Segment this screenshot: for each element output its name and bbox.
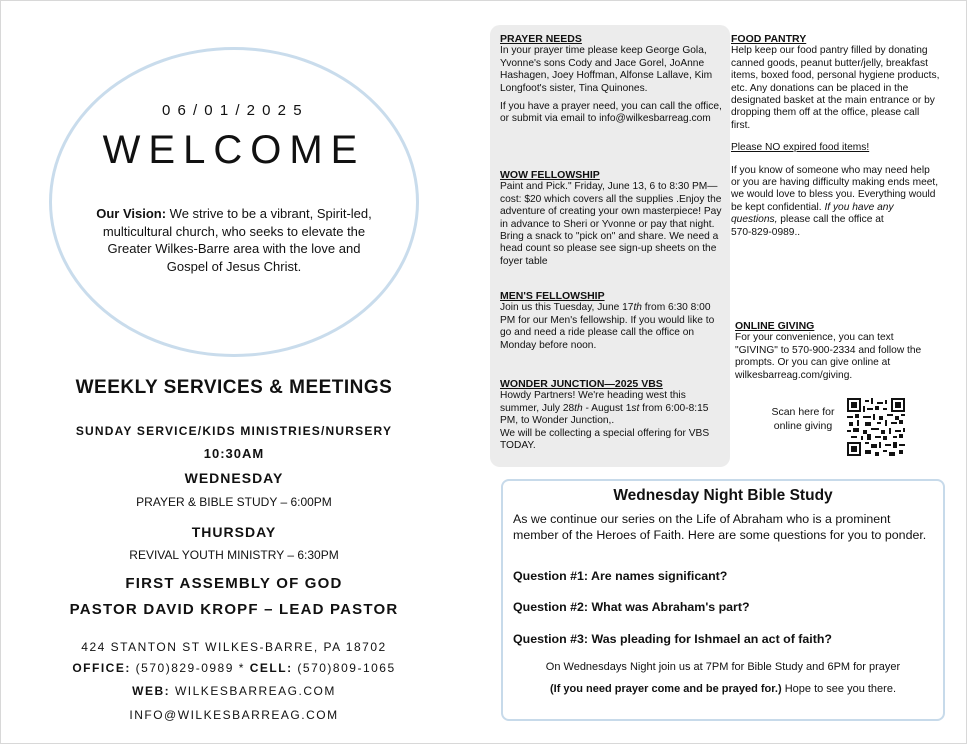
office-label: OFFICE: xyxy=(72,661,131,675)
prayer-heading: PRAYER NEEDS xyxy=(500,33,582,45)
wednesday-heading: WEDNESDAY xyxy=(184,470,284,486)
bible-study-intro: As we continue our series on the Life of Abraham who is a prominent member of the Heroes of Faith. Here are some questions for you to ponder. xyxy=(513,512,927,542)
church-name: FIRST ASSEMBLY OF GOD xyxy=(125,575,343,592)
vbs-text-d: We will be collecting a special offering for VBS TODAY. xyxy=(500,427,710,452)
vision-label: Our Vision: xyxy=(96,206,167,221)
pantry-note: Please NO expired food items! xyxy=(731,142,870,154)
thursday-detail: REVIVAL YOUTH MINISTRY – 6:30PM xyxy=(129,548,339,562)
vision-text: We strive to be a vibrant, Spirit-led, multicultural church, who seeks to elevate the Greater Wilkes-Barre area with the love and Gospel of Jesus Christ. xyxy=(102,206,372,274)
sunday-service: SUNDAY SERVICE/KIDS MINISTRIES/NURSERY xyxy=(75,424,393,438)
pantry-phone: 570-829-0989.. xyxy=(731,226,801,238)
vbs-section xyxy=(500,378,722,452)
welcome-title: WELCOME xyxy=(102,128,366,172)
welcome-circle xyxy=(49,47,419,357)
bible-study-schedule: On Wednesdays Night join us at 7PM for Bible Study and 6PM for prayer xyxy=(545,661,901,673)
online-giving-section xyxy=(735,320,935,382)
mens-heading: MEN'S FELLOWSHIP xyxy=(500,290,605,302)
contact-phones xyxy=(20,661,448,675)
giving-heading: ONLINE GIVING xyxy=(735,320,815,332)
prayer-note-rest: Hope to see you there. xyxy=(781,683,897,695)
office-phone: (570)829-0989 * xyxy=(130,661,250,675)
bulletin-date: 0 6 / 0 1 / 2 0 2 5 xyxy=(161,102,304,119)
pantry-help-italic: If you have any questions, xyxy=(731,201,894,226)
email-address: INFO@WILKESBARREAG.COM xyxy=(129,708,339,722)
prayer-call-text: If you have a prayer need, you can call the office, or submit via email to info@wilkesbarreag.com xyxy=(500,101,722,125)
vbs-text-sup1: th xyxy=(574,402,583,414)
cell-label: CELL: xyxy=(249,661,293,675)
wednesday-detail: PRAYER & BIBLE STUDY – 6:00PM xyxy=(136,495,332,509)
food-pantry-section xyxy=(731,33,941,239)
prayer-note-bold: (If you need prayer come and be prayed for.) xyxy=(549,683,782,695)
vbs-text-b: - August 1 xyxy=(582,402,632,414)
website xyxy=(20,684,448,698)
mens-fellowship-section xyxy=(500,290,722,352)
pantry-help-a: If you know of someone who may need help or you are having difficulty making ends meet, we would love to bless you. Everything would be kept confidential. xyxy=(731,164,939,213)
wow-fellowship-section xyxy=(500,169,722,268)
mens-text-a: Join us this Tuesday, June 17 xyxy=(500,302,634,314)
pantry-heading: FOOD PANTRY xyxy=(731,33,807,45)
pastor-name: PASTOR DAVID KROPF – LEAD PASTOR xyxy=(69,601,399,618)
mens-text-sup: th xyxy=(633,302,642,314)
thursday-heading: THURSDAY xyxy=(191,524,277,540)
vbs-text-sup2: st xyxy=(631,402,640,414)
question-3: Question #3: Was pleading for Ishmael an act of faith? xyxy=(513,632,832,646)
bible-study-title: Wednesday Night Bible Study xyxy=(613,487,833,504)
vision-statement xyxy=(88,205,380,275)
mens-text-b: from 6:30 8:00 PM for our Men's fellowship. If you would like to go and need a ride please call the office on Monday before noon. xyxy=(500,302,715,351)
prayer-text: In your prayer time please keep George Gola, Yvonne's sons Cody and Jace Gorel, JoAnne Hashagen, Joey Hoffman, Alfonse Lallave, Kim Longfoot's sister, Tina Quinones. xyxy=(500,45,713,94)
web-url: WILKESBARREAG.COM xyxy=(170,684,336,698)
wow-text: Paint and Pick." Friday, June 13, 6 to 8:30 PM—cost: $20 which covers all the supplies .Enjoy the adventure of creating your own masterpiece! Pay in advance to Sheri or Yvonne or pay that night. Bring a snack to "pick on" and share. We need a head count so please see sign-up sheets on the foyer table xyxy=(500,181,722,267)
pantry-help xyxy=(731,165,941,239)
web-label: WEB: xyxy=(132,684,171,698)
wow-heading: WOW FELLOWSHIP xyxy=(500,169,600,181)
cell-phone: (570)809-1065 xyxy=(292,661,396,675)
question-2: Question #2: What was Abraham's part? xyxy=(513,600,750,614)
sunday-time: 10:30AM xyxy=(203,446,265,461)
church-address: 424 STANTON ST WILKES-BARRE, PA 18702 xyxy=(81,640,387,654)
vbs-text-c: from 6:00-8:15 PM, to Wonder Junction,. xyxy=(500,402,709,427)
scan-text: Scan here for online giving xyxy=(771,406,835,432)
question-1: Question #1: Are names significant? xyxy=(513,569,728,583)
qr-code-icon[interactable] xyxy=(847,398,905,456)
giving-text: For your convenience, you can text "GIVING" to 570-900-2334 and follow the prompts. Or you can give online at wilkesbarreag.com/giving. xyxy=(735,332,922,381)
pantry-help-b: please call the office at xyxy=(777,214,884,226)
services-heading: WEEKLY SERVICES & MEETINGS xyxy=(75,377,393,398)
prayer-needs-section xyxy=(500,33,722,132)
pantry-text: Help keep our food pantry filled by donating canned goods, peanut butter/jelly, breakfast items, boxed food, personal hygiene products, etc. Any donations can be placed in the designated basket at the main entrance or by dropping them off at the office, please call first. xyxy=(731,45,940,131)
bible-study-prayer-note xyxy=(503,683,943,695)
vbs-text-a: Howdy Partners! We're heading west this summer, July 28 xyxy=(500,390,686,414)
vbs-heading: WONDER JUNCTION—2025 VBS xyxy=(500,378,663,390)
